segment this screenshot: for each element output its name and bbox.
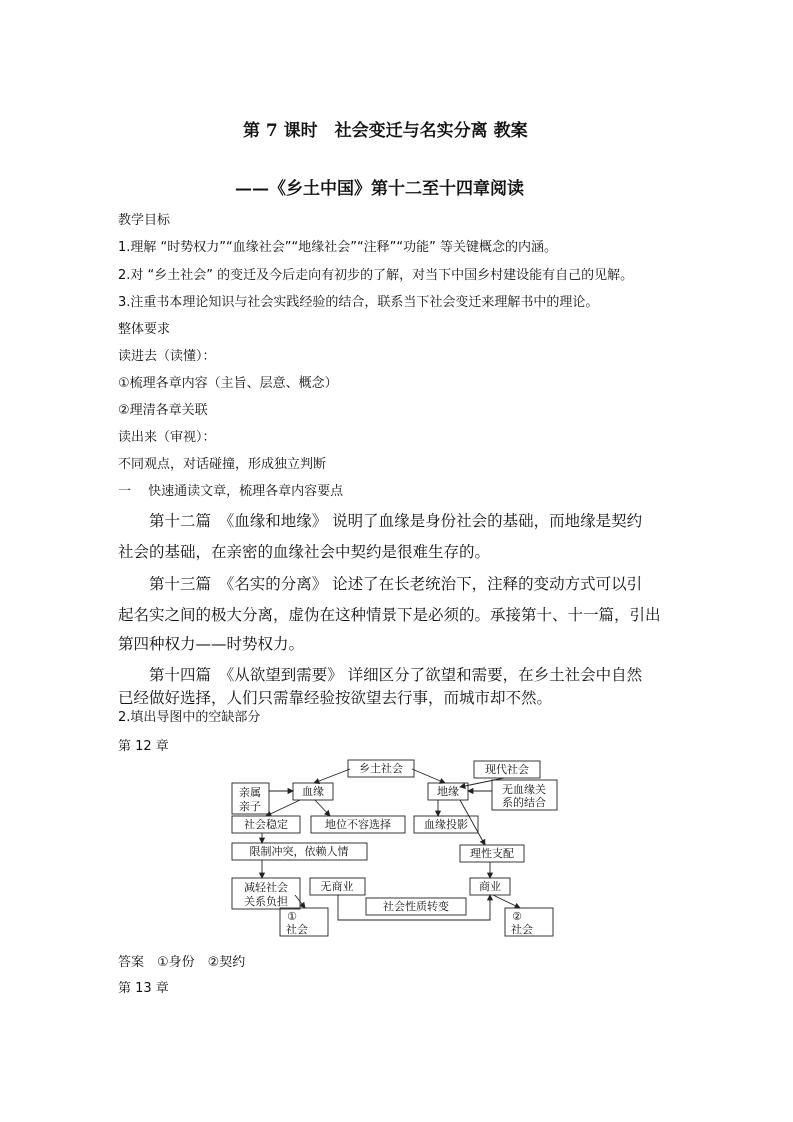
node-qinshu: 亲属 <box>239 786 261 799</box>
node-zhuanbian: 社会性质转变 <box>383 900 449 913</box>
node-jianqing: 减轻社会 <box>244 881 288 894</box>
page-title: 第 7 课时 社会变迁与名实分离 教案 <box>243 121 528 141</box>
chapter-12-label: 第 12 章 <box>118 739 169 754</box>
read-out-text: 不同观点，对话碰撞，形成独立判断 <box>118 457 327 472</box>
overall-heading: 整体要求 <box>118 322 171 337</box>
chapter-12-summary: 社会的基础，在亲密的血缘社会中契约是很难生存的。 <box>118 543 491 561</box>
section-heading: 一 快速通读文章，梳理各章内容要点 <box>118 484 344 499</box>
node-diwei: 地位不容选择 <box>325 818 391 831</box>
goals-heading: 教学目标 <box>118 213 171 228</box>
section-heading: 2.填出导图中的空缺部分 <box>118 710 261 725</box>
node-shangye: 商业 <box>479 880 501 893</box>
chapter-14-summary: 第十四篇 《从欲望到需要》 详细区分了欲望和需要，在乡土社会中自然 <box>118 666 643 684</box>
node-wending: 社会稳定 <box>244 818 288 831</box>
page-subtitle: ——《乡土中国》第十二至十四章阅读 <box>235 179 524 199</box>
node-wuxueyuan: 无血缘关 <box>502 783 546 796</box>
node-blank-1: 社会 <box>286 923 308 936</box>
read-out-label: 读出来（审视）： <box>118 430 216 445</box>
chapter-13-summary: 第四种权力——时势权力。 <box>118 635 305 653</box>
node-wushangye: 无商业 <box>320 880 354 893</box>
node-qinzi: 亲子 <box>239 800 261 813</box>
goal-item: 1.理解 “时势权力”“血缘社会”“地缘社会”“注释”“功能” 等关键概念的内涵。 <box>118 240 558 255</box>
node-xueyuan: 血缘 <box>302 785 324 798</box>
chapter-13-summary: 第十三篇 《名实的分离》 论述了在长老统治下，注释的变动方式可以引 <box>118 575 643 593</box>
chapter-13-label: 第 13 章 <box>118 981 169 996</box>
goal-item: 3.注重书本理论知识与社会实践经验的结合，联系当下社会变迁来理解书中的理论。 <box>118 295 599 310</box>
goal-item: 2.对 “乡土社会” 的变迁及今后走向有初步的了解，对当下中国乡村建设能有自己的见解。 <box>118 268 634 283</box>
read-in-item: ①梳理各章内容（主旨、层意、概念） <box>118 376 338 391</box>
read-in-item: ②理清各章关联 <box>118 403 208 418</box>
node-jianqing: 关系负担 <box>244 895 288 908</box>
chapter-14-summary: 已经做好选择，人们只需靠经验按欲望去行事，而城市却不然。 <box>118 689 553 707</box>
chapter-13-summary: 起名实之间的极大分离，虚伪在这种情景下是必须的。承接第十、十一篇，引出 <box>118 606 661 624</box>
node-xiandai: 现代社会 <box>485 763 529 776</box>
node-xianzhi: 限制冲突，依赖人情 <box>249 845 349 858</box>
answer-line: 答案 ①身份 ②契约 <box>118 955 246 970</box>
node-wuxueyuan: 系的结合 <box>502 796 546 809</box>
read-in-label: 读进去（读懂）： <box>118 349 216 364</box>
node-xiangtu: 乡土社会 <box>359 762 403 775</box>
node-lixing: 理性支配 <box>470 847 514 860</box>
node-blank-2: ② <box>512 910 522 923</box>
node-blank-2: 社会 <box>511 923 533 936</box>
node-touying: 血缘投影 <box>424 818 468 831</box>
node-diyuan: 地缘 <box>437 785 459 798</box>
node-blank-1: ① <box>287 910 297 923</box>
chapter-12-summary: 第十二篇 《血缘和地缘》 说明了血缘是身份社会的基础，而地缘是契约 <box>118 512 643 530</box>
